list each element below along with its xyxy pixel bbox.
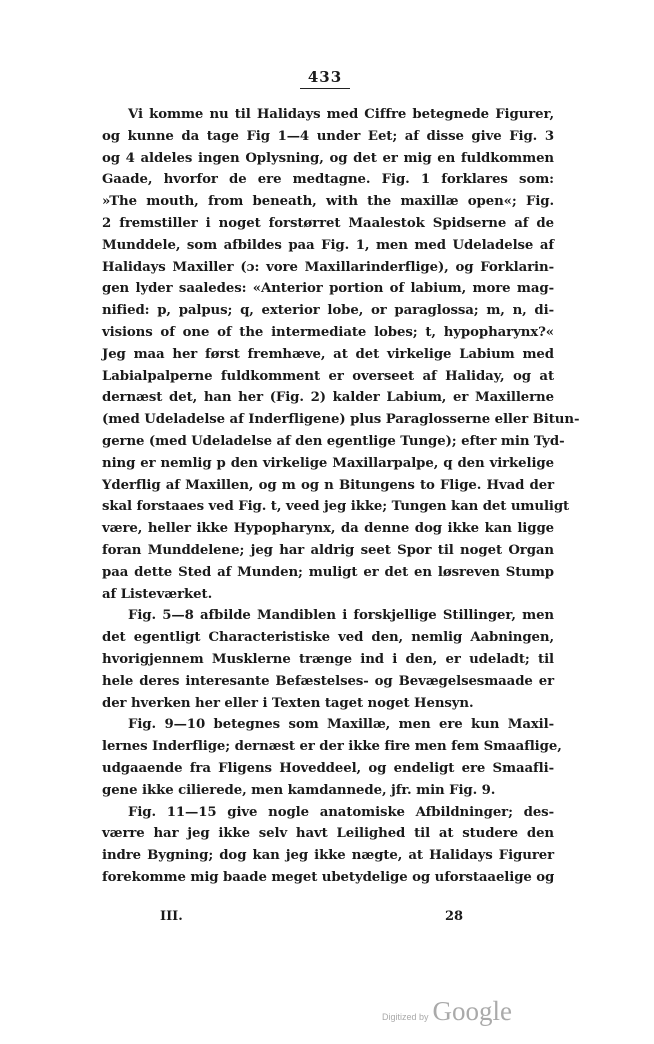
text-line: Fig. 5—8 afbilde Mandiblen i forskjellige Stillinger, men [128,608,554,624]
text-line: skal forstaaes ved Fig. t, veed jeg ikke; Tungen kan det umuligt [102,499,570,515]
text-line: (med Udeladelse af Inderfligene) plus Paraglosserne eller Bitun- [102,412,580,428]
text-line: indre Bygning; dog kan jeg ikke nægte, at Halidays Figurer [102,848,554,864]
text-line: dernæst det, han her (Fig. 2) kalder Labium, er Maxillerne [102,390,554,406]
text-line: Fig. 11—15 give nogle anatomiske Afbildninger; des- [128,804,554,820]
sheet-number: 28 [445,909,464,924]
text-line: værre har jeg ikke selv havt Leilighed til at studere den [102,826,554,842]
text-line: visions of one of the intermediate lobes; t, hypopharynx?« [102,324,554,340]
text-line: Munddele, som afbildes paa Fig. 1, men med Udeladelse af [102,237,554,253]
text-line: forekomme mig baade meget ubetydelige og uforstaaelige og [102,869,555,885]
google-logo: Google [432,996,513,1026]
text-line: Labialpalperne fuldkomment er overseet af Haliday, og at [102,368,554,384]
text-line: gene ikke cilierede, men kamdannede, jfr. min Fig. 9. [102,782,496,798]
text-line: lernes Inderflige; dernæst er der ikke fire men fem Smaaflige, [102,739,562,755]
text-line: der hverken her eller i Texten taget noget Hensyn. [102,695,474,711]
text-line: Halidays Maxiller (ɔ: vore Maxillarinderflige), og Forklarin- [102,259,554,275]
text-line: hele deres interesante Befæstelses- og Bevægelsesmaade er [102,673,554,689]
text-line: 2 fremstiller i noget forstørret Maalestok Spidserne af de [102,215,554,231]
text-line: paa dette Sted af Munden; muligt er det en løsreven Stump [102,564,554,580]
watermark-prefix: Digitized by [382,1012,429,1022]
digitized-watermark [382,996,512,1027]
text-line: gen lyder saaledes: «Anterior portion of labium, more mag- [102,281,554,297]
text-line: af Listeværket. [102,586,213,602]
text-line: »The mouth, from beneath, with the maxillæ open«; Fig. [102,194,554,210]
text-line: foran Munddelene; jeg har aldrig seet Spor til noget Organ [102,542,554,558]
text-line: det egentligt Characteristiske ved den, nemlig Aabningen, [102,630,554,646]
body-text [102,104,580,889]
text-line: og 4 aldeles ingen Oplysning, og det er mig en fuldkommen [102,150,554,166]
text-line: Gaade, hvorfor de ere medtagne. Fig. 1 forklares som: [102,172,554,188]
text-line: Vi komme nu til Halidays med Ciffre betegnede Figurer, [128,107,554,122]
text-line: Fig. 9—10 betegnes som Maxillæ, men ere kun Maxil- [128,717,554,733]
text-line: Jeg maa her først fremhæve, at det virkelige Labium med [102,346,554,362]
text-line: ning er nemlig p den virkelige Maxillarpalpe, q den virkelige [102,455,554,471]
text-line: og kunne da tage Fig 1—4 under Eet; af disse give Fig. 3 [102,128,554,144]
text-line: gerne (med Udeladelse af den egentlige Tunge); efter min Tyd- [102,433,565,449]
page-number: 433 [300,68,350,89]
text-line: Yderflig af Maxillen, og m og n Bitungens to Flige. Hvad der [102,477,554,493]
signature-mark: III. [160,909,183,924]
text-line: hvorigjennem Musklerne trænge ind i den, er udeladt; til [102,651,554,667]
text-line: være, heller ikke Hypopharynx, da denne dog ikke kan ligge [102,521,554,537]
text-line: nified: p, palpus; q, exterior lobe, or paraglossa; m, n, di- [102,303,554,319]
text-line: udgaaende fra Fligens Hoveddeel, og endeligt ere Smaafli- [102,760,554,776]
